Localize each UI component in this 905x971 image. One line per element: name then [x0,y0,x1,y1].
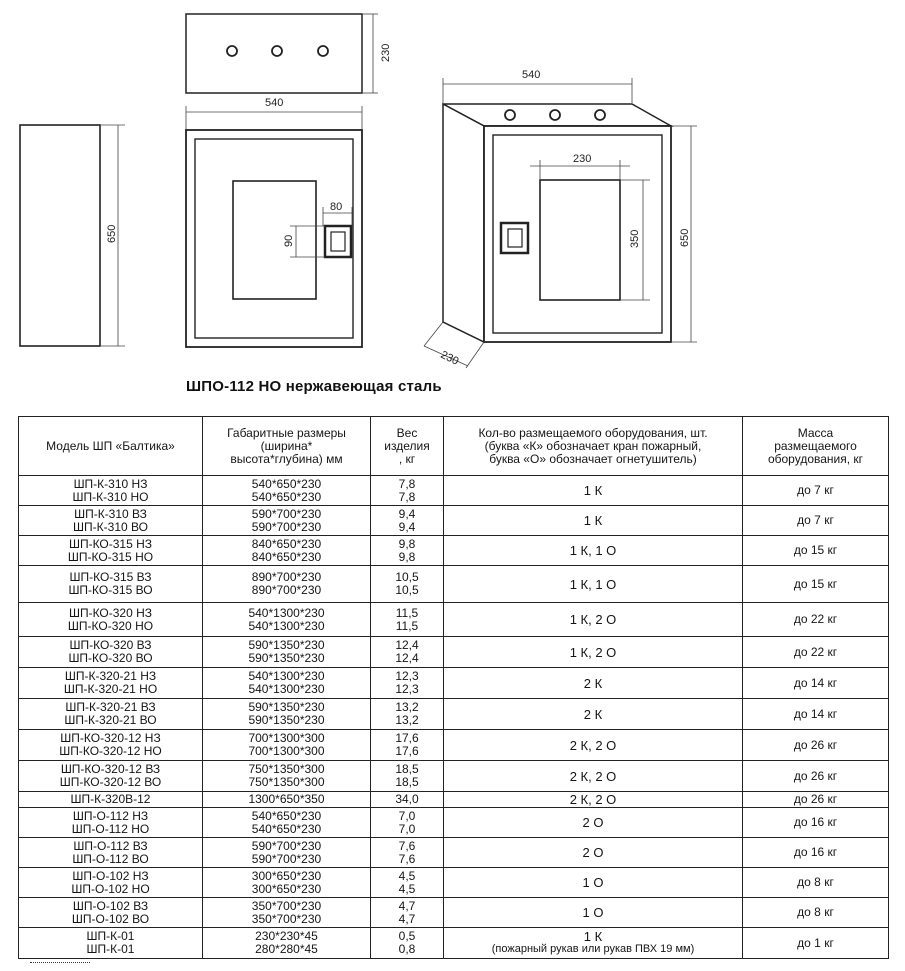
size-cell: 540*1300*230 540*1300*230 [203,668,371,699]
isometric-view [424,69,697,368]
size-cell: 300*650*230 300*650*230 [203,868,371,898]
top-view [186,14,392,93]
mass-cell: до 14 кг [743,668,889,699]
size-cell: 700*1300*300 700*1300*300 [203,730,371,761]
model-cell: ШП-К-320В-12 [19,792,203,808]
table-row [19,761,889,792]
dim-iso-height: 650 [679,228,691,247]
dim-iso-width: 540 [522,69,541,81]
table-row [19,536,889,566]
mass-cell: до 22 кг [743,637,889,668]
table-row [19,699,889,730]
size-cell: 540*650*230 540*650*230 [203,476,371,506]
size-cell: 750*1350*300 750*1350*300 [203,761,371,792]
equipment-cell: 2 К [444,668,743,699]
size-cell: 590*700*230 590*700*230 [203,506,371,536]
header-mass: Масса размещаемого оборудования, кг [743,417,889,476]
equipment-cell: 2 К [444,699,743,730]
equipment-cell: 1 О [444,898,743,928]
model-cell: ШП-КО-320 НЗ ШП-КО-320 НО [19,603,203,637]
mass-cell: до 7 кг [743,476,889,506]
dim-handle-height: 90 [283,234,295,247]
equipment-cell: 2 О [444,838,743,868]
table-row [19,808,889,838]
weight-cell: 10,5 10,5 [371,566,444,603]
table-row [19,506,889,536]
mass-cell: до 7 кг [743,506,889,536]
equipment-cell: 2 К, 2 О [444,730,743,761]
mass-cell: до 1 кг [743,928,889,959]
table-row [19,928,889,959]
mass-cell: до 26 кг [743,761,889,792]
size-cell: 840*650*230 840*650*230 [203,536,371,566]
model-cell: ШП-К-310 НЗ ШП-К-310 НО [19,476,203,506]
weight-cell: 13,2 13,2 [371,699,444,730]
size-cell: 540*650*230 540*650*230 [203,808,371,838]
mass-cell: до 16 кг [743,808,889,838]
equipment-cell: 1 К (пожарный рукав или рукав ПВХ 19 мм) [444,928,743,959]
equipment-cell: 1 О [444,868,743,898]
model-cell: ШП-О-112 НЗ ШП-О-112 НО [19,808,203,838]
dim-window-width: 230 [573,153,592,165]
model-cell: ШП-О-112 ВЗ ШП-О-112 ВО [19,838,203,868]
side-view [20,125,125,346]
mass-cell: до 8 кг [743,898,889,928]
weight-cell: 7,0 7,0 [371,808,444,838]
dim-window-height: 350 [629,229,641,248]
spec-table-head [19,417,889,476]
model-cell: ШП-КО-320-12 ВЗ ШП-КО-320-12 ВО [19,761,203,792]
table-row [19,730,889,761]
technical-drawing [0,0,905,375]
equipment-cell: 1 К, 2 О [444,637,743,668]
size-cell: 1300*650*350 [203,792,371,808]
spec-table [18,416,889,959]
equipment-cell: 1 К, 1 О [444,566,743,603]
model-cell: ШП-К-320-21 НЗ ШП-К-320-21 НО [19,668,203,699]
equipment-cell: 2 К, 2 О [444,761,743,792]
size-cell: 590*1350*230 590*1350*230 [203,699,371,730]
header-model: Модель ШП «Балтика» [19,417,203,476]
dim-front-width: 540 [265,97,284,109]
weight-cell: 7,8 7,8 [371,476,444,506]
size-cell: 590*1350*230 590*1350*230 [203,637,371,668]
mass-cell: до 26 кг [743,792,889,808]
model-cell: ШП-КО-320-12 НЗ ШП-КО-320-12 НО [19,730,203,761]
size-cell: 540*1300*230 540*1300*230 [203,603,371,637]
size-cell: 350*700*230 350*700*230 [203,898,371,928]
product-caption: ШПО-112 НО нержавеющая сталь [186,378,442,395]
model-cell: ШП-К-01 ШП-К-01 [19,928,203,959]
dim-top-depth: 230 [380,43,392,62]
size-cell: 590*700*230 590*700*230 [203,838,371,868]
weight-cell: 4,7 4,7 [371,898,444,928]
model-cell: ШП-КО-320 ВЗ ШП-КО-320 ВО [19,637,203,668]
dim-iso-depth: 230 [438,348,461,368]
equipment-cell: 1 К, 1 О [444,536,743,566]
weight-cell: 12,4 12,4 [371,637,444,668]
equipment-cell: 2 О [444,808,743,838]
model-cell: ШП-КО-315 НЗ ШП-КО-315 НО [19,536,203,566]
table-row [19,476,889,506]
weight-cell: 11,5 11,5 [371,603,444,637]
equipment-cell: 2 К, 2 О [444,792,743,808]
table-row [19,792,889,808]
model-cell: ШП-О-102 ВЗ ШП-О-102 ВО [19,898,203,928]
table-row [19,898,889,928]
model-cell: ШП-К-310 ВЗ ШП-К-310 ВО [19,506,203,536]
weight-cell: 34,0 [371,792,444,808]
size-cell: 230*230*45 280*280*45 [203,928,371,959]
table-row [19,603,889,637]
equipment-cell: 1 К, 2 О [444,603,743,637]
weight-cell: 7,6 7,6 [371,838,444,868]
weight-cell: 9,4 9,4 [371,506,444,536]
mass-cell: до 16 кг [743,838,889,868]
mass-cell: до 8 кг [743,868,889,898]
size-cell: 890*700*230 890*700*230 [203,566,371,603]
dim-side-height: 650 [106,224,118,243]
table-row [19,838,889,868]
header-weight: Вес изделия , кг [371,417,444,476]
header-equipment: Кол-во размещаемого оборудования, шт. (буква «К» обозначает кран пожарный, буква «О» обозначает огнетушитель) [444,417,743,476]
spec-table-body [19,476,889,959]
table-row [19,668,889,699]
header-size: Габаритные размеры (ширина* высота*глубина) мм [203,417,371,476]
weight-cell: 17,6 17,6 [371,730,444,761]
dim-handle-width: 80 [330,201,343,213]
mass-cell: до 15 кг [743,536,889,566]
front-view [186,97,362,347]
weight-cell: 12,3 12,3 [371,668,444,699]
table-row [19,637,889,668]
weight-cell: 4,5 4,5 [371,868,444,898]
mass-cell: до 14 кг [743,699,889,730]
equipment-cell: 1 К [444,506,743,536]
weight-cell: 9,8 9,8 [371,536,444,566]
equipment-cell: 1 К [444,476,743,506]
model-cell: ШП-КО-315 ВЗ ШП-КО-315 ВО [19,566,203,603]
table-row [19,868,889,898]
header-row [19,417,889,476]
mass-cell: до 15 кг [743,566,889,603]
table-row [19,566,889,603]
model-cell: ШП-К-320-21 ВЗ ШП-К-320-21 ВО [19,699,203,730]
weight-cell: 18,5 18,5 [371,761,444,792]
mass-cell: до 22 кг [743,603,889,637]
weight-cell: 0,5 0,8 [371,928,444,959]
mass-cell: до 26 кг [743,730,889,761]
model-cell: ШП-О-102 НЗ ШП-О-102 НО [19,868,203,898]
